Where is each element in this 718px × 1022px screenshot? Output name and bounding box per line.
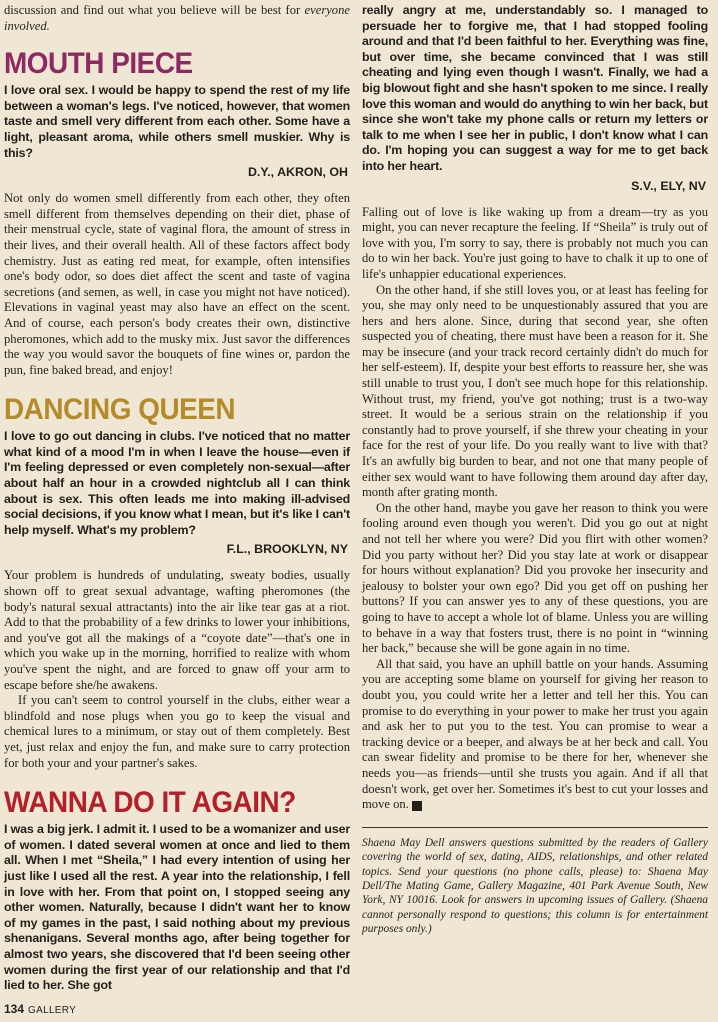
answer-paragraph: Falling out of love is like waking up from a dream—try as you might, you can never recapture the feeling. If “Sheila” is truly out of love with you, I'm sorry to say, there is probably not much you can do to win her back. You're just going to have to chalk it up to one of life's unhappier educational experiences. (362, 204, 708, 281)
page-number: 134 (4, 1002, 25, 1016)
reader-letter: I was a big jerk. I admit it. I used to be a womanizer and user of women. I dated several women at once and lied to them all. When I met “Sheila,” I had every intention of using her just like I used all the rest. A year into the relationship, I fell in love with her. From that point on, I stopped seeing any other women. Naturally, because I didn't want her to know of my games in the past, I said nothing about my previous shenanigans. Several months ago, after being together for almost two years, she discovered that I'd been seeing other women during the first year of our relationship and that I'd lied to her. She got (4, 822, 350, 993)
end-mark-icon: G (412, 801, 422, 811)
section-headline: DANCING QUEEN (4, 393, 236, 427)
intro-line: discussion and find out what you believe will be best for (4, 3, 301, 17)
section-wanna-do-it-again (4, 787, 350, 994)
column-footer-note: Shaena May Dell answers questions submitted by the readers of Gallery covering the world of sex, dating, AIDS, relationships, and other related topics. Send your questions (no phone calls, please) to: Shaena May Dell/The Mating Game, Gallery Magazine, 401 Park Avenue South, New York, NY 10016. Look for answers in upcoming issues of Gallery. (Shaena cannot personally respond to questions; this column is for entertainment purposes only.) (362, 836, 708, 936)
intro-italic: everyone involved. (4, 3, 350, 33)
divider (362, 827, 708, 828)
left-column (4, 3, 350, 994)
answer-paragraph: If you can't seem to control yourself in the clubs, either wear a blindfold and nose plugs when you go to keep the visual and chemical lures to a minimum, or stay out of them completely. Best yet, just relax and enjoy the fun, and make sure to carry protection for both your and your partner's sakes. (4, 693, 350, 770)
letter-signature: S.V., ELY, NV (631, 178, 706, 193)
section-headline: MOUTH PIECE (4, 47, 193, 81)
answer-text (4, 191, 350, 378)
answer-last-text: All that said, you have an uphill battle on your hands. Assuming you are accepting some blame on yourself for giving her reason to doubt you, you could write her a letter and tell her this. You can promise to do everything in your power to make her trust you again and ask her to put you to the test. You can promise to wear a tracking device or a beeper, and always be at her beck and call. You can swear fidelity and promise to be there for her, whenever she needs you—as friends—until she trusts you again. And if all that doesn't work, get over her. Sometimes it's best to cut your losses and move on. (362, 656, 708, 812)
magazine-name: GALLERY (28, 1005, 77, 1016)
reader-letter: I love oral sex. I would be happy to spend the rest of my life between a woman's legs. I've noticed, however, that women taste and smell very different from each other. Some have a light, pleasant aroma, while others smell muskier. Why is this? (4, 83, 350, 160)
answer-text (362, 205, 708, 813)
section-headline: WANNA DO IT AGAIN? (4, 786, 296, 820)
letter-signature: D.Y., AKRON, OH (247, 165, 348, 180)
section-dancing-queen (4, 394, 350, 771)
intro-text (4, 3, 350, 34)
letter-signature: F.L., BROOKLYN, NY (226, 542, 348, 557)
answer-paragraph: On the other hand, maybe you gave her reason to think you were fooling around even though you weren't. Did you go out at night and not tell her where you were? Did you flirt with other women? Did you party without her? Did you stay late at work or disappear for hours without explanation? Did you provoke her insecurity and jealousy to bolster your own ego? Did you get off on pushing her buttons? If you can answer yes to any of these questions, you are going to have to accept a whole lot of blame. Unless you are willing to behave in a way that fosters trust, there is no point in “winning her back,” because she will be gone again in no time. (362, 500, 708, 656)
answer-paragraph: Your problem is hundreds of undulating, sweaty bodies, usually shown off to great sexual advantage, wafting pheromones (the body's natural sexual attractants) into the air like tear gas at a riot. Add to that the probability of a few drinks to lower your inhibitions, and you've got all the makings of a “coyote date”—that's one in which you wake up in the morning, horrified to realize with whom you've spent the night, and are forced to gnaw off your arm to escape before she/he awakens. (4, 568, 350, 692)
answer-paragraph-last (362, 657, 708, 813)
page-folio (4, 1002, 76, 1016)
answer-paragraph: On the other hand, if she still loves you, or at least has feeling for you, she may only need to be unquestionably assured that you are hers and hers alone. Since, during that second year, she often suspected you of cheating, there must have been a reason for it. She may be insecure (and your track record certainly didn't do much for her self-esteem). If, despite your best efforts to reassure her, she was still unable to trust you, I don't see much hope for this relationship. Without trust, my friend, you've got nothing; trust is a two-way street. It would be a serious strain on the relationship if you constantly had to prove yourself, if she threw your cheating in your face for the rest of your life. Do you really want to live with that? It's an awfully big burden to bear, and not one that many people of either sex would want to have following them around day after day, month after grating month. (362, 282, 708, 500)
answer-text (4, 568, 350, 771)
reader-letter: I love to go out dancing in clubs. I've noticed that no matter what kind of a mood I'm in when I leave the house—even if I'm feeling depressed or even completely non-sexual—after about half an hour in a crowded nightclub all I can think about is sex. This often leads me into making ill-advised social decisions, if you know what I mean, but it's like I can't help myself. What's my problem? (4, 429, 350, 537)
section-mouth-piece (4, 48, 350, 378)
answer-paragraph: Not only do women smell differently from each other, they often smell different from themselves depending on their diet, phase of their menstrual cycle, state of vaginal flora, the amount of stress in their lives, and their overall health. All of these factors affect body chemistry. Just as eating red meat, for example, often intensifies one's body odor, so does diet affect the scent and taste of vagina secretions (and semen, as well, in case you might not have noticed). Elevations in vaginal yeast may also have an effect on the scent. And of course, each person's body creates their own, distinctive pheromones, which add to the musky mix. Just savor the differences the way you would savor the bouquets of fine wines or, pardon the pun, fine baked bread, and enjoy! (4, 191, 350, 377)
right-column (362, 3, 708, 937)
reader-letter-continued: really angry at me, understandably so. I managed to persuade her to forgive me, that I had stopped fooling around and that I'd been faithful to her. Everything was fine, but over time, she became convinced that I was still cheating and lying even though I wasn't. Finally, we had a big blowout fight and she hasn't spoken to me since. I really love this woman and would do anything to win her back, but since she won't take my phone calls or return my letters or talk to me when I see her in public, I don't know what I can do. I'm hoping you can suggest a way for me to get back into her heart. (362, 3, 708, 173)
